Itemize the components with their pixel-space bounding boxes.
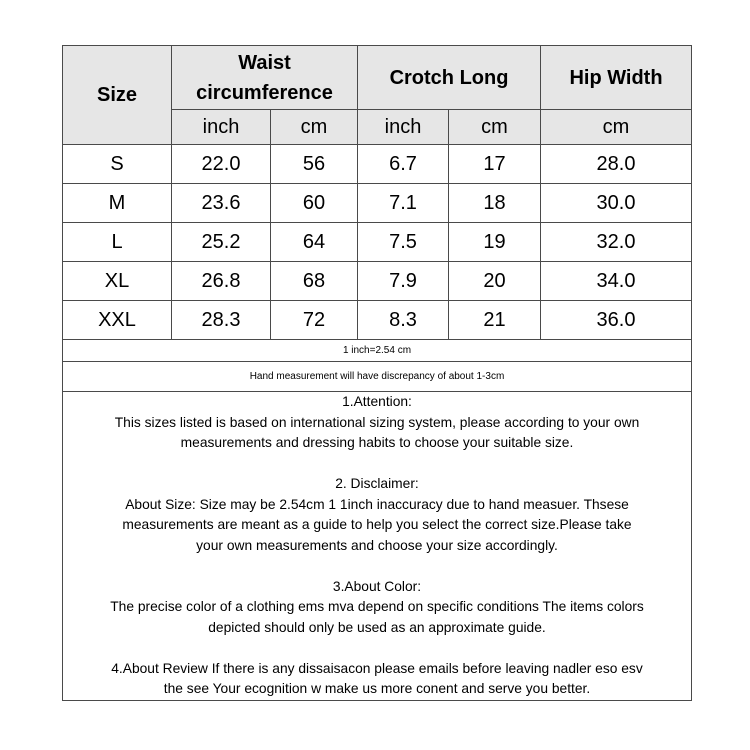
waist-inch-cell: 26.8 <box>172 262 271 301</box>
disclaimer-line: your own measurements and choose your size accordingly. <box>196 537 558 553</box>
crotch-cm-cell: 19 <box>449 223 541 262</box>
waist-cm-cell: 68 <box>271 262 358 301</box>
waist-header <box>172 46 358 110</box>
disclaimer-section <box>63 474 691 556</box>
discrepancy-note: Hand measurement will have discrepancy of about 1-3cm <box>63 362 692 392</box>
crotch-inch-cell: 6.7 <box>358 145 449 184</box>
unit-waist-cm: cm <box>271 110 358 145</box>
waist-cm-cell: 72 <box>271 301 358 340</box>
crotch-header: Crotch Long <box>358 46 541 110</box>
color-line: depicted should only be used as an approximate guide. <box>208 619 546 635</box>
crotch-cm-cell: 20 <box>449 262 541 301</box>
size-header: Size <box>63 46 172 145</box>
header-row <box>63 46 692 110</box>
review-section <box>63 659 691 700</box>
size-cell: XL <box>63 262 172 301</box>
size-table <box>62 45 692 701</box>
table-row <box>63 301 692 340</box>
disclaimer-line: About Size: Size may be 2.54cm 1 1inch inaccuracy due to hand measuer. Thsese <box>125 496 629 512</box>
waist-cm-cell: 60 <box>271 184 358 223</box>
crotch-inch-cell: 7.9 <box>358 262 449 301</box>
waist-header-line1: Waist <box>238 51 291 74</box>
crotch-inch-cell: 8.3 <box>358 301 449 340</box>
attention-section <box>63 392 691 454</box>
attention-title: 1.Attention: <box>342 394 412 409</box>
size-cell: M <box>63 184 172 223</box>
waist-header-line2: circumference <box>196 81 333 104</box>
size-cell: S <box>63 145 172 184</box>
unit-hip-cm: cm <box>541 110 692 145</box>
crotch-inch-cell: 7.1 <box>358 184 449 223</box>
disclaimer-title: 2. Disclaimer: <box>335 476 419 491</box>
discrepancy-row <box>63 362 692 392</box>
attention-line: This sizes listed is based on international sizing system, please according to your own <box>114 414 640 430</box>
size-cell: XXL <box>63 301 172 340</box>
table-row <box>63 184 692 223</box>
attention-line: measurements and dressing habits to choose your suitable size. <box>180 435 574 450</box>
table-row <box>63 262 692 301</box>
review-line: the see Your ecognition w make us more conent and serve you better. <box>163 681 591 696</box>
table-row <box>63 223 692 262</box>
unit-crotch-inch: inch <box>358 110 449 145</box>
table-row <box>63 145 692 184</box>
waist-cm-cell: 56 <box>271 145 358 184</box>
disclaimer-line: measurements are meant as a guide to help you select the correct size.Please take <box>122 517 632 532</box>
waist-inch-cell: 25.2 <box>172 223 271 262</box>
crotch-cm-cell: 17 <box>449 145 541 184</box>
waist-inch-cell: 22.0 <box>172 145 271 184</box>
crotch-cm-cell: 21 <box>449 301 541 340</box>
waist-inch-cell: 28.3 <box>172 301 271 340</box>
unit-waist-inch: inch <box>172 110 271 145</box>
conversion-note: 1 inch=2.54 cm <box>63 340 692 362</box>
waist-inch-cell: 23.6 <box>172 184 271 223</box>
hip-cm-cell: 30.0 <box>541 184 692 223</box>
info-row <box>63 392 692 701</box>
hip-header: Hip Width <box>541 46 692 110</box>
info-panel <box>63 392 692 701</box>
hip-cm-cell: 34.0 <box>541 262 692 301</box>
size-cell: L <box>63 223 172 262</box>
hip-cm-cell: 28.0 <box>541 145 692 184</box>
color-title: 3.About Color: <box>332 578 422 594</box>
review-line: 4.About Review If there is any dissaisacon please emails before leaving nadler eso esv <box>111 660 643 676</box>
size-chart <box>62 45 691 701</box>
waist-cm-cell: 64 <box>271 223 358 262</box>
crotch-inch-cell: 7.5 <box>358 223 449 262</box>
crotch-cm-cell: 18 <box>449 184 541 223</box>
hip-cm-cell: 36.0 <box>541 301 692 340</box>
conversion-row <box>63 340 692 362</box>
unit-crotch-cm: cm <box>449 110 541 145</box>
hip-cm-cell: 32.0 <box>541 223 692 262</box>
color-line: The precise color of a clothing ems mva depend on specific conditions The items colors <box>110 599 644 614</box>
color-section <box>63 577 691 639</box>
